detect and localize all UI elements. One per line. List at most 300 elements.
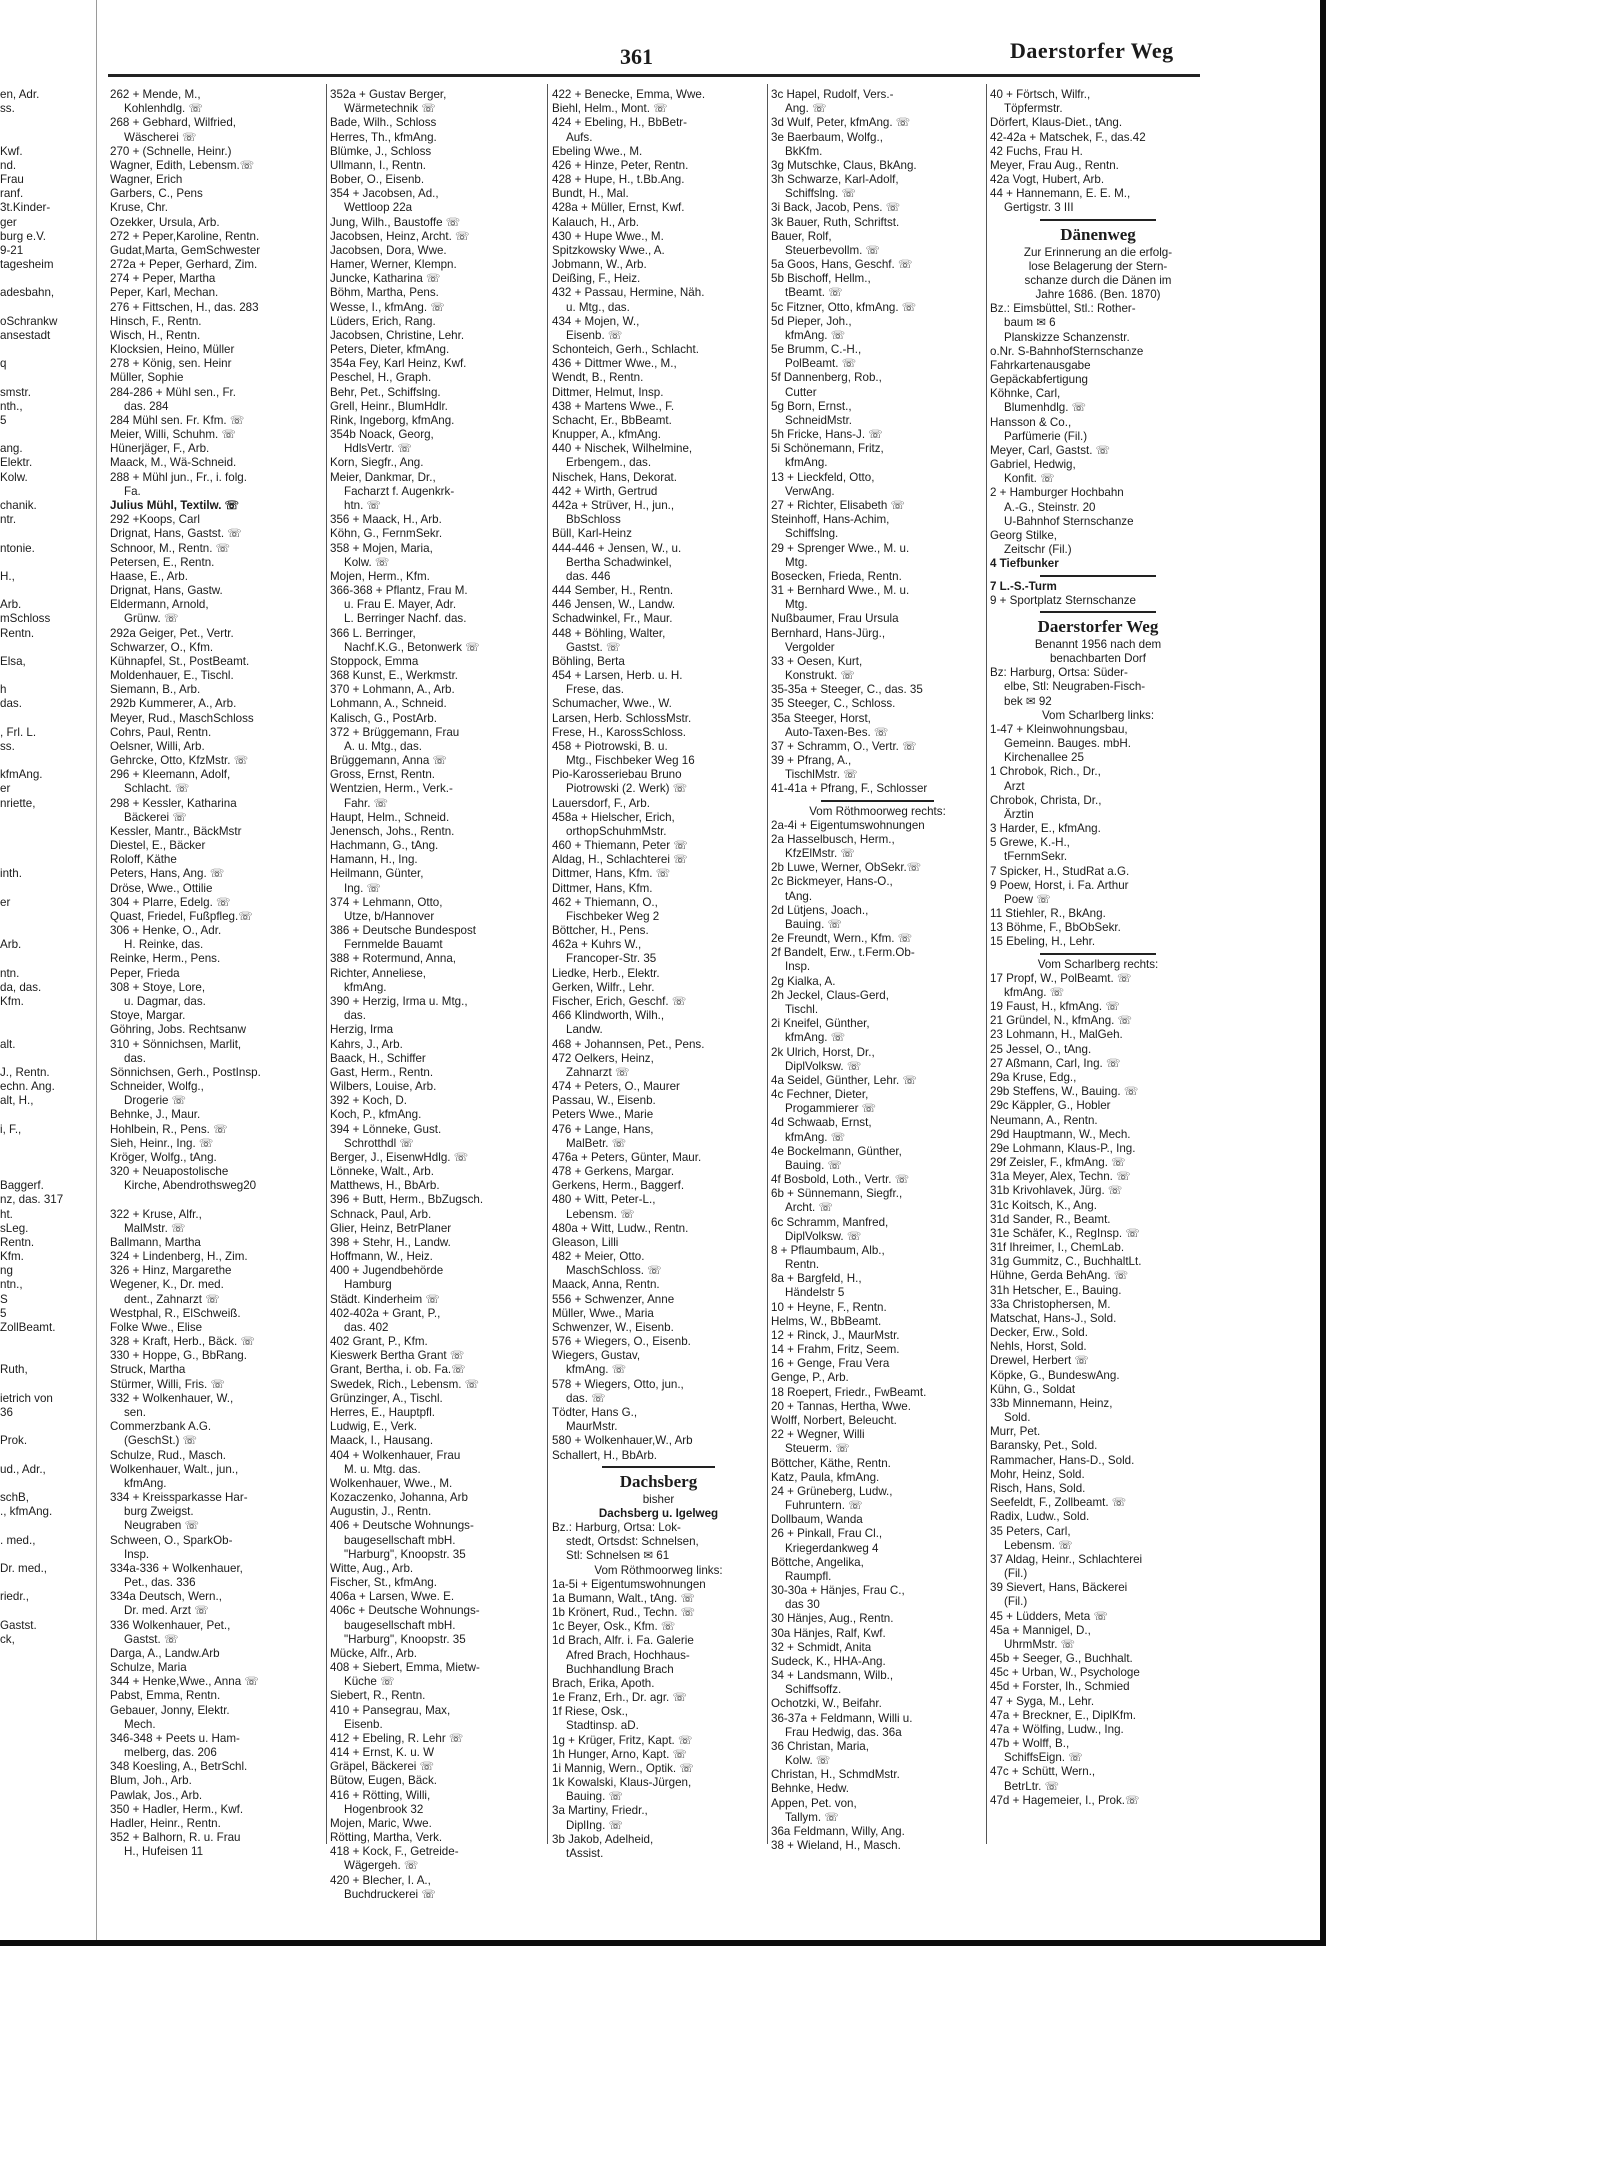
directory-line: Wägergeh. ☏ bbox=[344, 1859, 419, 1873]
directory-line bbox=[0, 641, 92, 655]
directory-line: oSchrankw bbox=[0, 314, 58, 328]
directory-line: BetrLtr. ☏ bbox=[1004, 1779, 1060, 1793]
directory-line: Knupper, A., kfmAng. bbox=[552, 428, 661, 442]
directory-line: Chrobok, Christa, Dr., bbox=[990, 793, 1102, 807]
directory-line bbox=[0, 371, 92, 385]
directory-line: 336 Wolkenhauer, Pet., bbox=[110, 1618, 231, 1632]
directory-line: 4d Schwaab, Ernst, bbox=[771, 1116, 872, 1130]
section-rule bbox=[990, 950, 1206, 958]
directory-line: 438 + Martens Wwe., F. bbox=[552, 399, 675, 413]
directory-line: 578 + Wiegers, Otto, jun., bbox=[552, 1377, 684, 1391]
directory-line: alt. bbox=[0, 1037, 16, 1051]
directory-line: 38 + Wieland, H., Masch. bbox=[771, 1839, 901, 1853]
directory-line: 4e Bockelmann, Günther, bbox=[771, 1144, 902, 1158]
directory-line: Siemann, B., Arb. bbox=[110, 683, 201, 697]
directory-line: Lebensm. ☏ bbox=[1004, 1538, 1073, 1552]
directory-line: Gerkens, Herm., Baggerf. bbox=[552, 1179, 685, 1193]
directory-line: Bauer, Rolf, bbox=[771, 229, 832, 243]
directory-line: 448 + Böhling, Walter, bbox=[552, 626, 666, 640]
directory-line: 2k Ulrich, Horst, Dr., bbox=[771, 1045, 875, 1059]
directory-line: Schiffslng. bbox=[785, 527, 839, 541]
directory-line bbox=[0, 1604, 92, 1618]
directory-line: Brüggemann, Anna ☏ bbox=[330, 754, 447, 768]
directory-line: Maack, M., Wä-Schneid. bbox=[110, 456, 237, 470]
directory-line: Hamer, Werner, Klempn. bbox=[330, 258, 457, 272]
directory-line: Behnke, Hedw. bbox=[771, 1782, 849, 1796]
directory-line: tFernmSekr. bbox=[1004, 850, 1068, 864]
directory-line: 430 + Hupe Wwe., M. bbox=[552, 229, 664, 243]
directory-line: adesbahn, bbox=[0, 286, 55, 300]
directory-line: 3i Back, Jacob, Pens. ☏ bbox=[771, 201, 901, 215]
directory-line: Schumacher, Wwe., W. bbox=[552, 697, 672, 711]
directory-line: Fischbeker Weg 2 bbox=[566, 909, 660, 923]
directory-line: Herzig, Irma bbox=[330, 1023, 394, 1037]
directory-line: KfzElMstr. ☏ bbox=[785, 847, 855, 861]
directory-line: 30a Hänjes, Ralf, Kwf. bbox=[771, 1626, 886, 1640]
directory-line: Gleason, Lilli bbox=[552, 1235, 619, 1249]
directory-line: 1f Riese, Osk., bbox=[552, 1705, 629, 1719]
directory-line: Schween, O., SparkOb- bbox=[110, 1533, 233, 1547]
directory-line: 45a + Mannigel, D., bbox=[990, 1623, 1091, 1637]
directory-line: 408 + Siebert, Emma, Mietw- bbox=[330, 1661, 480, 1675]
directory-line: 2a-4i + Eigentumswohnungen bbox=[771, 818, 925, 832]
directory-line: Frese, das. bbox=[566, 683, 624, 697]
directory-line: 7 L.-S.-Turm bbox=[990, 579, 1057, 593]
directory-line: 388 + Rotermund, Anna, bbox=[330, 952, 457, 966]
directory-line: Steinhoff, Hans-Achim, bbox=[771, 513, 890, 527]
directory-line bbox=[0, 952, 92, 966]
directory-line: burg e.V. bbox=[0, 229, 46, 243]
directory-line: 32 + Schmidt, Anita bbox=[771, 1640, 872, 1654]
directory-line: Schneider, Wolfg., bbox=[110, 1080, 204, 1094]
directory-line: 34 + Landsmann, Wilb., bbox=[771, 1669, 894, 1683]
directory-line: Grant, Bertha, i. ob. Fa.☏ bbox=[330, 1363, 466, 1377]
directory-line: Kühnapfel, St., PostBeamt. bbox=[110, 654, 250, 668]
directory-line bbox=[0, 1519, 92, 1533]
directory-line: 370 + Lohmann, A., Arb. bbox=[330, 683, 455, 697]
directory-line: 5 Grewe, K.-H., bbox=[990, 836, 1070, 850]
directory-line: 404 + Wolkenhauer, Frau bbox=[330, 1448, 461, 1462]
directory-line: benachbarten Dorf bbox=[1049, 652, 1147, 666]
directory-line: Wendt, B., Rentn. bbox=[552, 371, 644, 385]
directory-line bbox=[0, 712, 92, 726]
directory-line: Augustin, J., Rentn. bbox=[330, 1505, 432, 1519]
directory-line: Mojen, Herm., Kfm. bbox=[330, 569, 430, 583]
directory-line: 31a Meyer, Alex, Techn. ☏ bbox=[990, 1170, 1131, 1184]
directory-line: smstr. bbox=[0, 385, 31, 399]
directory-line: Drogerie ☏ bbox=[124, 1094, 187, 1108]
column-cut-off-left bbox=[0, 88, 92, 1647]
directory-line: Mohr, Heinz, Sold. bbox=[990, 1467, 1085, 1481]
directory-line: Bz: Harburg, Ortsa: Süder- bbox=[990, 666, 1128, 680]
directory-line: 2h Jeckel, Claus-Gerd, bbox=[771, 988, 889, 1002]
directory-line: Rink, Ingeborg, kfmAng. bbox=[330, 413, 455, 427]
directory-line: Vom Scharlberg links: bbox=[1041, 708, 1155, 722]
directory-line: Gemeinn. Bauges. mbH. bbox=[1004, 737, 1131, 751]
directory-line: 45d + Forster, Ih., Schmied bbox=[990, 1680, 1130, 1694]
directory-line: Dr. med. Arzt ☏ bbox=[124, 1604, 209, 1618]
directory-line: Drignat, Hans, Gastw. bbox=[110, 584, 223, 598]
directory-line: 30-30a + Hänjes, Frau C., bbox=[771, 1584, 905, 1598]
directory-line: Blümke, J., Schloss bbox=[330, 144, 432, 158]
directory-line bbox=[0, 556, 92, 570]
directory-line: Struck, Martha bbox=[110, 1363, 186, 1377]
directory-line: 344 + Henke,Wwe., Anna ☏ bbox=[110, 1675, 259, 1689]
directory-line: 31c Koitsch, K., Ang. bbox=[990, 1198, 1097, 1212]
directory-line: Müller, Sophie bbox=[110, 371, 184, 385]
directory-line: Wentzien, Herm., Verk.- bbox=[330, 782, 453, 796]
directory-line: 1d Brach, Alfr. i. Fa. Galerie bbox=[552, 1634, 694, 1648]
directory-line: Oelsner, Willi, Arb. bbox=[110, 739, 205, 753]
directory-line: 284 Mühl sen. Fr. Kfm. ☏ bbox=[110, 413, 245, 427]
directory-line: Wolff, Norbert, Beleucht. bbox=[771, 1413, 897, 1427]
directory-line: 348 Koesling, A., BetrSchl. bbox=[110, 1760, 248, 1774]
directory-line: Korn, Siegfr., Ang. bbox=[330, 456, 424, 470]
directory-line: Gepäckabfertigung bbox=[990, 373, 1088, 387]
directory-line: 350 + Hadler, Herm., Kwf. bbox=[110, 1802, 244, 1816]
directory-line: 306 + Henke, O., Adr. bbox=[110, 924, 222, 938]
directory-line: 42a Vogt, Hubert, Arb. bbox=[990, 173, 1105, 187]
directory-line: Poew ☏ bbox=[1004, 892, 1051, 906]
directory-line: 270 + (Schnelle, Heinr.) bbox=[110, 144, 232, 158]
directory-line: 25 Jessel, O., tAng. bbox=[990, 1042, 1092, 1056]
directory-line: inth. bbox=[0, 867, 22, 881]
directory-line: Böttche, Angelika, bbox=[771, 1555, 864, 1569]
directory-line: Peper, Frieda bbox=[110, 966, 180, 980]
directory-line: er bbox=[0, 782, 11, 796]
directory-line: 324 + Lindenberg, H., Zim. bbox=[110, 1250, 248, 1264]
directory-line: TischlMstr. ☏ bbox=[785, 768, 858, 782]
directory-line: 2d Lütjens, Joach., bbox=[771, 903, 869, 917]
directory-line: Wegener, K., Dr. med. bbox=[110, 1278, 224, 1292]
directory-line: 386 + Deutsche Bundespost bbox=[330, 924, 476, 938]
directory-line: 40 + Förtsch, Wilfr., bbox=[990, 88, 1091, 101]
directory-line: Kolw. ☏ bbox=[785, 1754, 831, 1768]
directory-line: kfmAng. bbox=[785, 456, 828, 470]
directory-line: Bundt, H., Mal. bbox=[552, 187, 629, 201]
directory-line: HdlsVertr. ☏ bbox=[344, 442, 412, 456]
directory-line: Dittmer, Hans, Kfm. ☏ bbox=[552, 867, 671, 881]
directory-line: 1 Chrobok, Rich., Dr., bbox=[990, 765, 1101, 779]
directory-line: Gerken, Wilfr., Lehr. bbox=[552, 980, 655, 994]
directory-line: Georg Stilke, bbox=[990, 528, 1058, 542]
directory-line: er bbox=[0, 895, 11, 909]
directory-line: Schnack, Paul, Arb. bbox=[330, 1207, 432, 1221]
directory-line: Cohrs, Paul, Rentn. bbox=[110, 725, 212, 739]
directory-line: Bütow, Eugen, Bäck. bbox=[330, 1774, 437, 1788]
directory-line: 292 +Koops, Carl bbox=[110, 513, 200, 527]
directory-line: "Harburg", Knoopstr. 35 bbox=[344, 1547, 466, 1561]
directory-line: 3e Baerbaum, Wolfg., bbox=[771, 130, 883, 144]
directory-line: Peper, Karl, Mechan. bbox=[110, 286, 219, 300]
directory-line: 29b Steffens, W., Bauing. ☏ bbox=[990, 1085, 1139, 1099]
directory-line: 416 + Rötting, Willi, bbox=[330, 1788, 431, 1802]
directory-line: L. Berringer Nachf. das. bbox=[344, 612, 467, 626]
directory-line: 424 + Ebeling, H., BbBetr- bbox=[552, 116, 688, 130]
directory-line: Mtg. bbox=[785, 598, 808, 612]
directory-line: Meier, Dankmar, Dr., bbox=[330, 470, 436, 484]
directory-line: 436 + Dittmer Wwe., M., bbox=[552, 357, 677, 371]
directory-line: 31f Ihreimer, I., ChemLab. bbox=[990, 1241, 1125, 1255]
directory-line: DiplVolksw. ☏ bbox=[785, 1229, 862, 1243]
directory-line: Commerzbank A.G. bbox=[110, 1420, 212, 1434]
directory-line: Aufs. bbox=[566, 130, 593, 144]
directory-line: 1-47 + Kleinwohnungsbau, bbox=[990, 722, 1128, 736]
directory-line: Blum, Joh., Arb. bbox=[110, 1774, 192, 1788]
directory-line: 332 + Wolkenhauer, W., bbox=[110, 1391, 234, 1405]
directory-line: 476 + Lange, Hans, bbox=[552, 1122, 654, 1136]
directory-line: 16 + Genge, Frau Vera bbox=[771, 1357, 890, 1371]
directory-line: Blumenhdlg. ☏ bbox=[1004, 401, 1087, 415]
directory-line: Köpke, G., BundeswAng. bbox=[990, 1368, 1120, 1382]
directory-line: Progammierer ☏ bbox=[785, 1102, 877, 1116]
column-2 bbox=[330, 88, 543, 1902]
directory-line: Ballmann, Martha bbox=[110, 1235, 201, 1249]
directory-line: 12 + Rinck, J., MaurMstr. bbox=[771, 1328, 900, 1342]
directory-line: Fischer, St., kfmAng. bbox=[330, 1576, 437, 1590]
directory-line: 4c Fechner, Dieter, bbox=[771, 1088, 869, 1102]
directory-line: Meyer, Carl, Gastst. ☏ bbox=[990, 443, 1111, 457]
directory-line: 47 + Syga, M., Lehr. bbox=[990, 1694, 1095, 1708]
directory-line: 4f Bosbold, Loth., Vertr. ☏ bbox=[771, 1173, 910, 1187]
directory-line: Wiegers, Gustav, bbox=[552, 1349, 641, 1363]
directory-line: 288 + Mühl jun., Fr., i. folg. bbox=[110, 470, 247, 484]
directory-line: 308 + Stoye, Lore, bbox=[110, 980, 206, 994]
directory-line: Böttcher, H., Pens. bbox=[552, 924, 649, 938]
directory-line: Köhnke, Carl, bbox=[990, 387, 1061, 401]
directory-line: Westphal, R., ElSchweiß. bbox=[110, 1306, 241, 1320]
directory-line: Elektr. bbox=[0, 456, 33, 470]
directory-line: Vom Röthmoorweg rechts: bbox=[809, 804, 946, 818]
directory-line: 402 Grant, P., Kfm. bbox=[330, 1335, 428, 1349]
directory-line: 462a + Kuhrs W., bbox=[552, 938, 642, 952]
directory-line: 9-21 bbox=[0, 243, 24, 257]
directory-line: lose Belagerung der Stern- bbox=[1028, 259, 1168, 273]
directory-line: ng bbox=[0, 1264, 13, 1278]
directory-line: Lauersdorf, F., Arb. bbox=[552, 796, 650, 810]
directory-line: Passau, W., Eisenb. bbox=[552, 1094, 656, 1108]
directory-line bbox=[0, 825, 92, 839]
directory-line: Dörfert, Klaus-Diet., tAng. bbox=[990, 116, 1123, 130]
directory-line: nd. bbox=[0, 158, 17, 172]
directory-line: Steuerbevollm. ☏ bbox=[785, 243, 881, 257]
directory-line: ss. bbox=[0, 102, 15, 116]
directory-line: 19 Faust, H., kfmAng. ☏ bbox=[990, 1000, 1120, 1014]
directory-line: 476a + Peters, Günter, Maur. bbox=[552, 1150, 702, 1164]
directory-line: echn. Ang. bbox=[0, 1080, 55, 1094]
directory-line: 368 Kunst, E., Werkmstr. bbox=[330, 669, 459, 683]
directory-line: tAng. bbox=[785, 889, 813, 903]
directory-line: Spitzkowsky Wwe., A. bbox=[552, 243, 665, 257]
directory-line: Küche ☏ bbox=[344, 1675, 395, 1689]
directory-line: elbe, Stl: Neugraben-Fisch- bbox=[1004, 680, 1146, 694]
directory-line: 354a Fey, Karl Heinz, Kwf. bbox=[330, 357, 467, 371]
directory-line: sLeg. bbox=[0, 1221, 29, 1235]
directory-line: Schadwinkel, Fr., Maur. bbox=[552, 612, 673, 626]
directory-line: 35 Peters, Carl, bbox=[990, 1524, 1071, 1538]
directory-line: Deißing, F., Heiz. bbox=[552, 272, 641, 286]
column-1 bbox=[110, 88, 325, 1859]
directory-line: 45 + Lüdders, Meta ☏ bbox=[990, 1609, 1108, 1623]
directory-line: Herres, Th., kfmAng. bbox=[330, 130, 437, 144]
directory-line: das. 446 bbox=[566, 569, 611, 583]
directory-line: Heilmann, Günter, bbox=[330, 867, 424, 881]
directory-line: orthopSchuhmMstr. bbox=[566, 824, 667, 838]
directory-line: Böhling, Berta bbox=[552, 654, 625, 668]
directory-line: Wilbers, Louise, Arb. bbox=[330, 1080, 437, 1094]
directory-line: 11 Stiehler, R., BkAng. bbox=[990, 907, 1106, 921]
directory-line: 454 + Larsen, Herb. u. H. bbox=[552, 669, 683, 683]
directory-line bbox=[0, 1137, 92, 1151]
directory-line: Reinke, Herm., Pens. bbox=[110, 952, 221, 966]
directory-line: Kohlenhdlg. ☏ bbox=[124, 102, 203, 116]
directory-line: Ebeling Wwe., M. bbox=[552, 144, 643, 158]
directory-line: BkKfm. bbox=[785, 144, 823, 158]
directory-line: 422 + Benecke, Emma, Wwe. bbox=[552, 88, 706, 101]
directory-line: Kahrs, J., Arb. bbox=[330, 1037, 403, 1051]
directory-line bbox=[0, 811, 92, 825]
directory-line: Zur Erinnerung an die erfolg- bbox=[1023, 245, 1173, 259]
directory-line: ger bbox=[0, 215, 17, 229]
directory-line bbox=[0, 1335, 92, 1349]
directory-line: Elsa, bbox=[0, 654, 26, 668]
directory-line: Hadler, Heinr., Rentn. bbox=[110, 1816, 221, 1830]
directory-line: Meyer, Rud., MaschSchloss bbox=[110, 711, 254, 725]
directory-line: stedt, Ortsdst: Schnelsen, bbox=[566, 1535, 699, 1549]
directory-line: Hoffmann, W., Heiz. bbox=[330, 1250, 433, 1264]
directory-line: Garbers, C., Pens bbox=[110, 187, 203, 201]
directory-line: das. 402 bbox=[344, 1320, 389, 1334]
directory-line: 3t.Kinder- bbox=[0, 201, 51, 215]
directory-line: Bz.: Eimsbüttel, Stl.: Rother- bbox=[990, 302, 1136, 316]
directory-line: Hansson & Co., bbox=[990, 415, 1072, 429]
directory-line: Tödter, Hans G., bbox=[552, 1405, 638, 1419]
directory-line: 5b Bischoff, Hellm., bbox=[771, 272, 871, 286]
directory-line: Neumann, A., Rentn. bbox=[990, 1113, 1098, 1127]
directory-line: Konstrukt. ☏ bbox=[785, 669, 855, 683]
section-rule bbox=[990, 608, 1206, 616]
directory-line: das. bbox=[0, 697, 22, 711]
directory-line bbox=[0, 301, 92, 315]
directory-line: 2a Hasselbusch, Herm., bbox=[771, 832, 895, 846]
directory-line bbox=[0, 839, 92, 853]
directory-line: Bauing. ☏ bbox=[785, 917, 843, 931]
directory-line: bek ✉ 92 bbox=[1004, 694, 1052, 708]
directory-line: 8a + Bargfeld, H., bbox=[771, 1272, 862, 1286]
directory-line: Jacobsen, Christine, Lehr. bbox=[330, 328, 465, 342]
directory-line: Frau Hedwig, das. 36a bbox=[785, 1725, 902, 1739]
directory-line: 29f Zeisler, F., kfmAng. ☏ bbox=[990, 1156, 1126, 1170]
directory-line: 29d Hauptmann, W., Mech. bbox=[990, 1127, 1131, 1141]
directory-line: Grünw. ☏ bbox=[124, 612, 179, 626]
directory-line: H. Reinke, das. bbox=[124, 938, 204, 952]
directory-line: Köhn, G., FernmSekr. bbox=[330, 527, 443, 541]
directory-line: Lohmann, A., Schneid. bbox=[330, 697, 447, 711]
directory-line: Schallert, H., BbArb. bbox=[552, 1448, 658, 1462]
directory-line: 36a Feldmann, Willy, Ang. bbox=[771, 1824, 905, 1838]
directory-line: nz, das. 317 bbox=[0, 1193, 64, 1207]
directory-line: Schlacht. ☏ bbox=[124, 782, 190, 796]
directory-line: ntr. bbox=[0, 513, 17, 527]
directory-line bbox=[110, 1193, 325, 1207]
directory-line: Brach, Erika, Apoth. bbox=[552, 1676, 655, 1690]
directory-line: 478 + Gerkens, Margar. bbox=[552, 1165, 675, 1179]
directory-line: Piotrowski (2. Werk) ☏ bbox=[566, 782, 688, 796]
directory-line: 35 Steeger, C., Schloss. bbox=[771, 697, 896, 711]
directory-line: Bauing. ☏ bbox=[566, 1790, 624, 1804]
directory-line: Bernhard, Hans-Jürg., bbox=[771, 626, 886, 640]
directory-line: Haupt, Helm., Schneid. bbox=[330, 810, 450, 824]
directory-line: 276 + Fittschen, H., das. 283 bbox=[110, 300, 259, 314]
directory-line: kfmAng. bbox=[344, 980, 387, 994]
directory-line: Hamburg bbox=[344, 1278, 392, 1292]
directory-line: (GeschSt.) ☏ bbox=[124, 1434, 198, 1448]
directory-line: Stürmer, Willi, Fris. ☏ bbox=[110, 1377, 225, 1391]
directory-line: (Fil.) bbox=[1004, 1567, 1028, 1581]
directory-line: schanze durch die Dänen im bbox=[1024, 273, 1172, 287]
directory-line: Schnoor, M., Rentn. ☏ bbox=[110, 541, 231, 555]
directory-line: 400 + Jugendbehörde bbox=[330, 1264, 444, 1278]
directory-line: Böttcher, Käthe, Rentn. bbox=[771, 1456, 891, 1470]
directory-line: Kalisch, G., PostArb. bbox=[330, 711, 437, 725]
directory-line: Bober, O., Eisenb. bbox=[330, 173, 425, 187]
directory-line: Aldag, H., Schlachterei ☏ bbox=[552, 853, 688, 867]
directory-line: Ullmann, I., Rentn. bbox=[330, 158, 427, 172]
directory-line: Kühn, G., Soldat bbox=[990, 1382, 1076, 1396]
directory-line: Stoppock, Emma bbox=[330, 654, 419, 668]
directory-line: Kieswerk Bertha Grant ☏ bbox=[330, 1349, 465, 1363]
directory-line: Rötting, Martha, Verk. bbox=[330, 1831, 443, 1845]
directory-line: Baggerf. bbox=[0, 1179, 44, 1193]
directory-line: 2i Kneifel, Günther, bbox=[771, 1017, 870, 1031]
directory-line: 36 Christan, Maria, bbox=[771, 1739, 869, 1753]
directory-line: 37 + Schramm, O., Vertr. ☏ bbox=[771, 739, 917, 753]
directory-line: Fuhruntern. ☏ bbox=[785, 1499, 863, 1513]
column-divider bbox=[767, 84, 768, 1844]
directory-line: 31d Sander, R., Beamt. bbox=[990, 1212, 1111, 1226]
directory-line: 47c + Schütt, Wern., bbox=[990, 1765, 1096, 1779]
directory-line: Büll, Karl-Heinz bbox=[552, 527, 632, 541]
directory-line: 27 + Richter, Elisabeth ☏ bbox=[771, 498, 906, 512]
directory-line: Prok. bbox=[0, 1434, 28, 1448]
directory-line: 1g + Krüger, Fritz, Kapt. ☏ bbox=[552, 1733, 693, 1747]
directory-line: Schwenzer, W., Eisenb. bbox=[552, 1320, 674, 1334]
directory-line: A.-G., Steinstr. 20 bbox=[1004, 500, 1096, 514]
directory-line: Mtg., Fischbeker Weg 16 bbox=[566, 754, 695, 768]
directory-line: Lüders, Erich, Rang. bbox=[330, 314, 436, 328]
directory-line: Fahrkartenausgabe bbox=[990, 358, 1091, 372]
directory-line: 13 Böhme, F., BbObSekr. bbox=[990, 921, 1121, 935]
directory-line: u. Mtg., das. bbox=[566, 300, 630, 314]
directory-line: Schrotthdl ☏ bbox=[344, 1136, 414, 1150]
directory-line: Jung, Wilh., Baustoffe ☏ bbox=[330, 215, 461, 229]
directory-line: Nachf.K.G., Betonwerk ☏ bbox=[344, 640, 480, 654]
directory-line: i, F., bbox=[0, 1122, 22, 1136]
directory-line: 7 Spicker, H., StudRat a.G. bbox=[990, 864, 1130, 878]
directory-line bbox=[0, 1576, 92, 1590]
directory-line: 5g Born, Ernst., bbox=[771, 399, 852, 413]
directory-line: Facharzt f. Augenkrk- bbox=[344, 484, 455, 498]
directory-line: 442 + Wirth, Gertrud bbox=[552, 484, 658, 498]
directory-line: 5i Schönemann, Fritz, bbox=[771, 442, 884, 456]
directory-line: Bz.: Harburg, Ortsa: Lok- bbox=[552, 1521, 681, 1535]
directory-line: 3 Harder, E., kfmAng. bbox=[990, 822, 1101, 836]
directory-line: Appen, Pet. von, bbox=[771, 1796, 857, 1810]
directory-line: o.Nr. S-BahnhofSternschanze bbox=[990, 344, 1144, 358]
directory-line: 1b Krönert, Rud., Techn. ☏ bbox=[552, 1606, 696, 1620]
directory-line: 356 + Maack, H., Arb. bbox=[330, 513, 442, 527]
directory-line: Kirche, Abendrothsweg20 bbox=[124, 1179, 257, 1193]
